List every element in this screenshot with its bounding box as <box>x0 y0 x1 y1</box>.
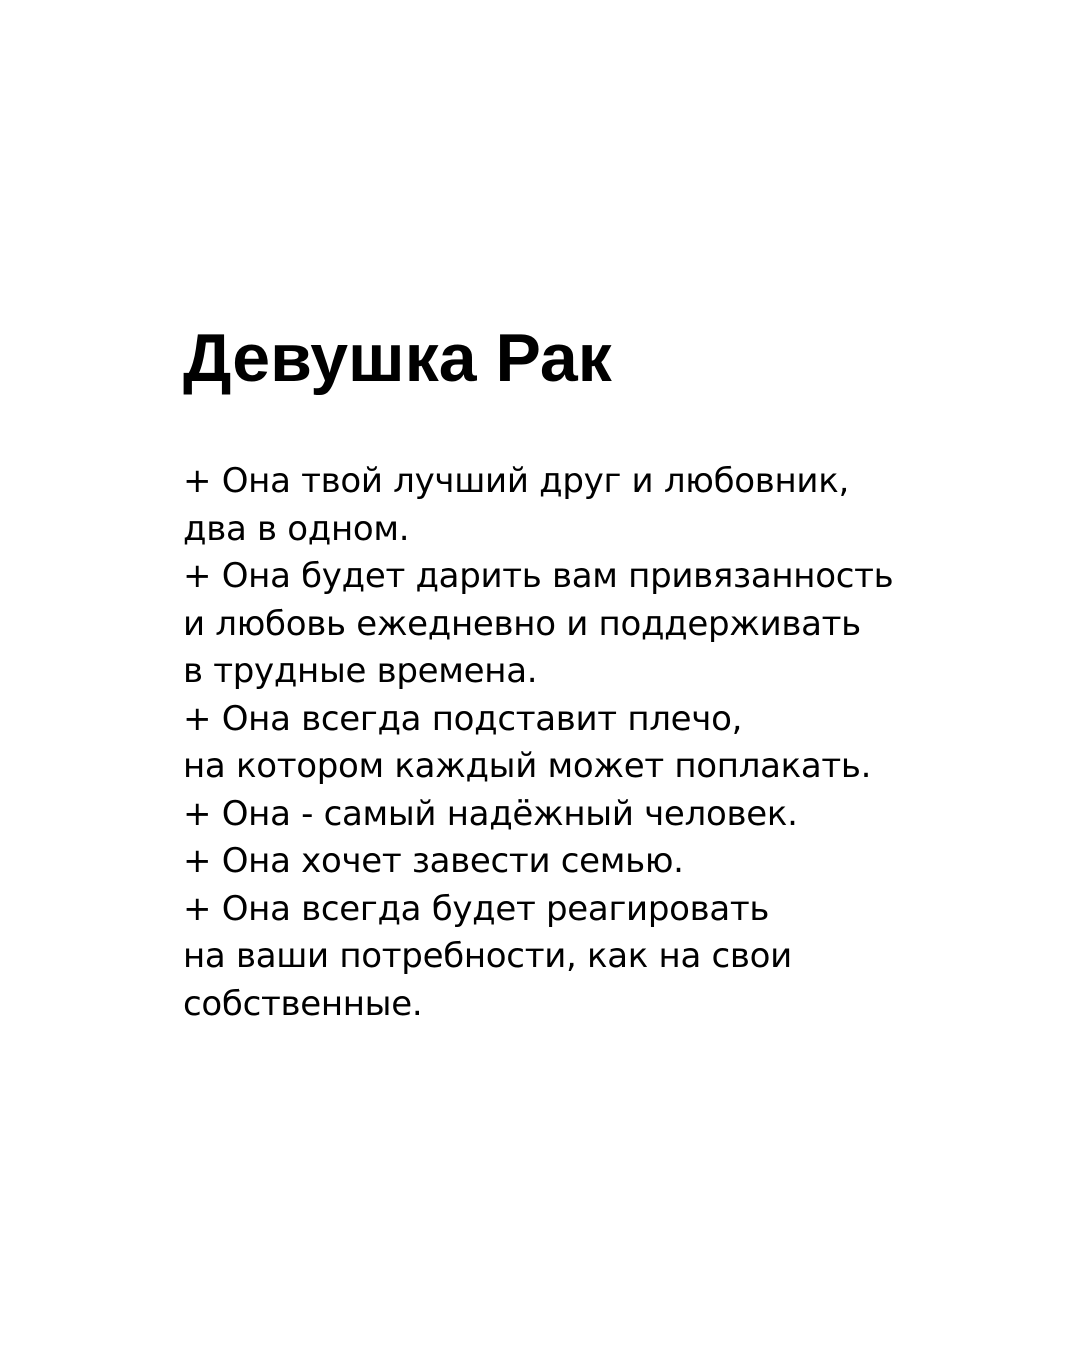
content-block <box>183 318 1003 1028</box>
text-line: на ваши потребности, как на свои <box>183 936 792 976</box>
text-line: и любовь ежедневно и поддерживать <box>183 603 861 644</box>
text-line: на котором каждый может поплакать. <box>183 746 872 786</box>
text-line: два в одном. <box>183 508 410 549</box>
trait-list <box>183 458 1003 1028</box>
text-line: + Она будет дарить вам привязанность <box>183 556 894 596</box>
text-line: + Она всегда будет реагировать <box>183 888 770 929</box>
text-line: + Она всегда подставит плечо, <box>183 698 743 739</box>
text-line: + Она - самый надёжный человек. <box>183 793 798 834</box>
text-line: собственные. <box>183 983 423 1024</box>
text-line: + Она хочет завести семью. <box>183 841 684 881</box>
text-line: в трудные времена. <box>183 651 538 691</box>
page-title: Девушка Рак <box>183 320 612 396</box>
text-line: + Она твой лучший друг и любовник, <box>183 461 849 501</box>
